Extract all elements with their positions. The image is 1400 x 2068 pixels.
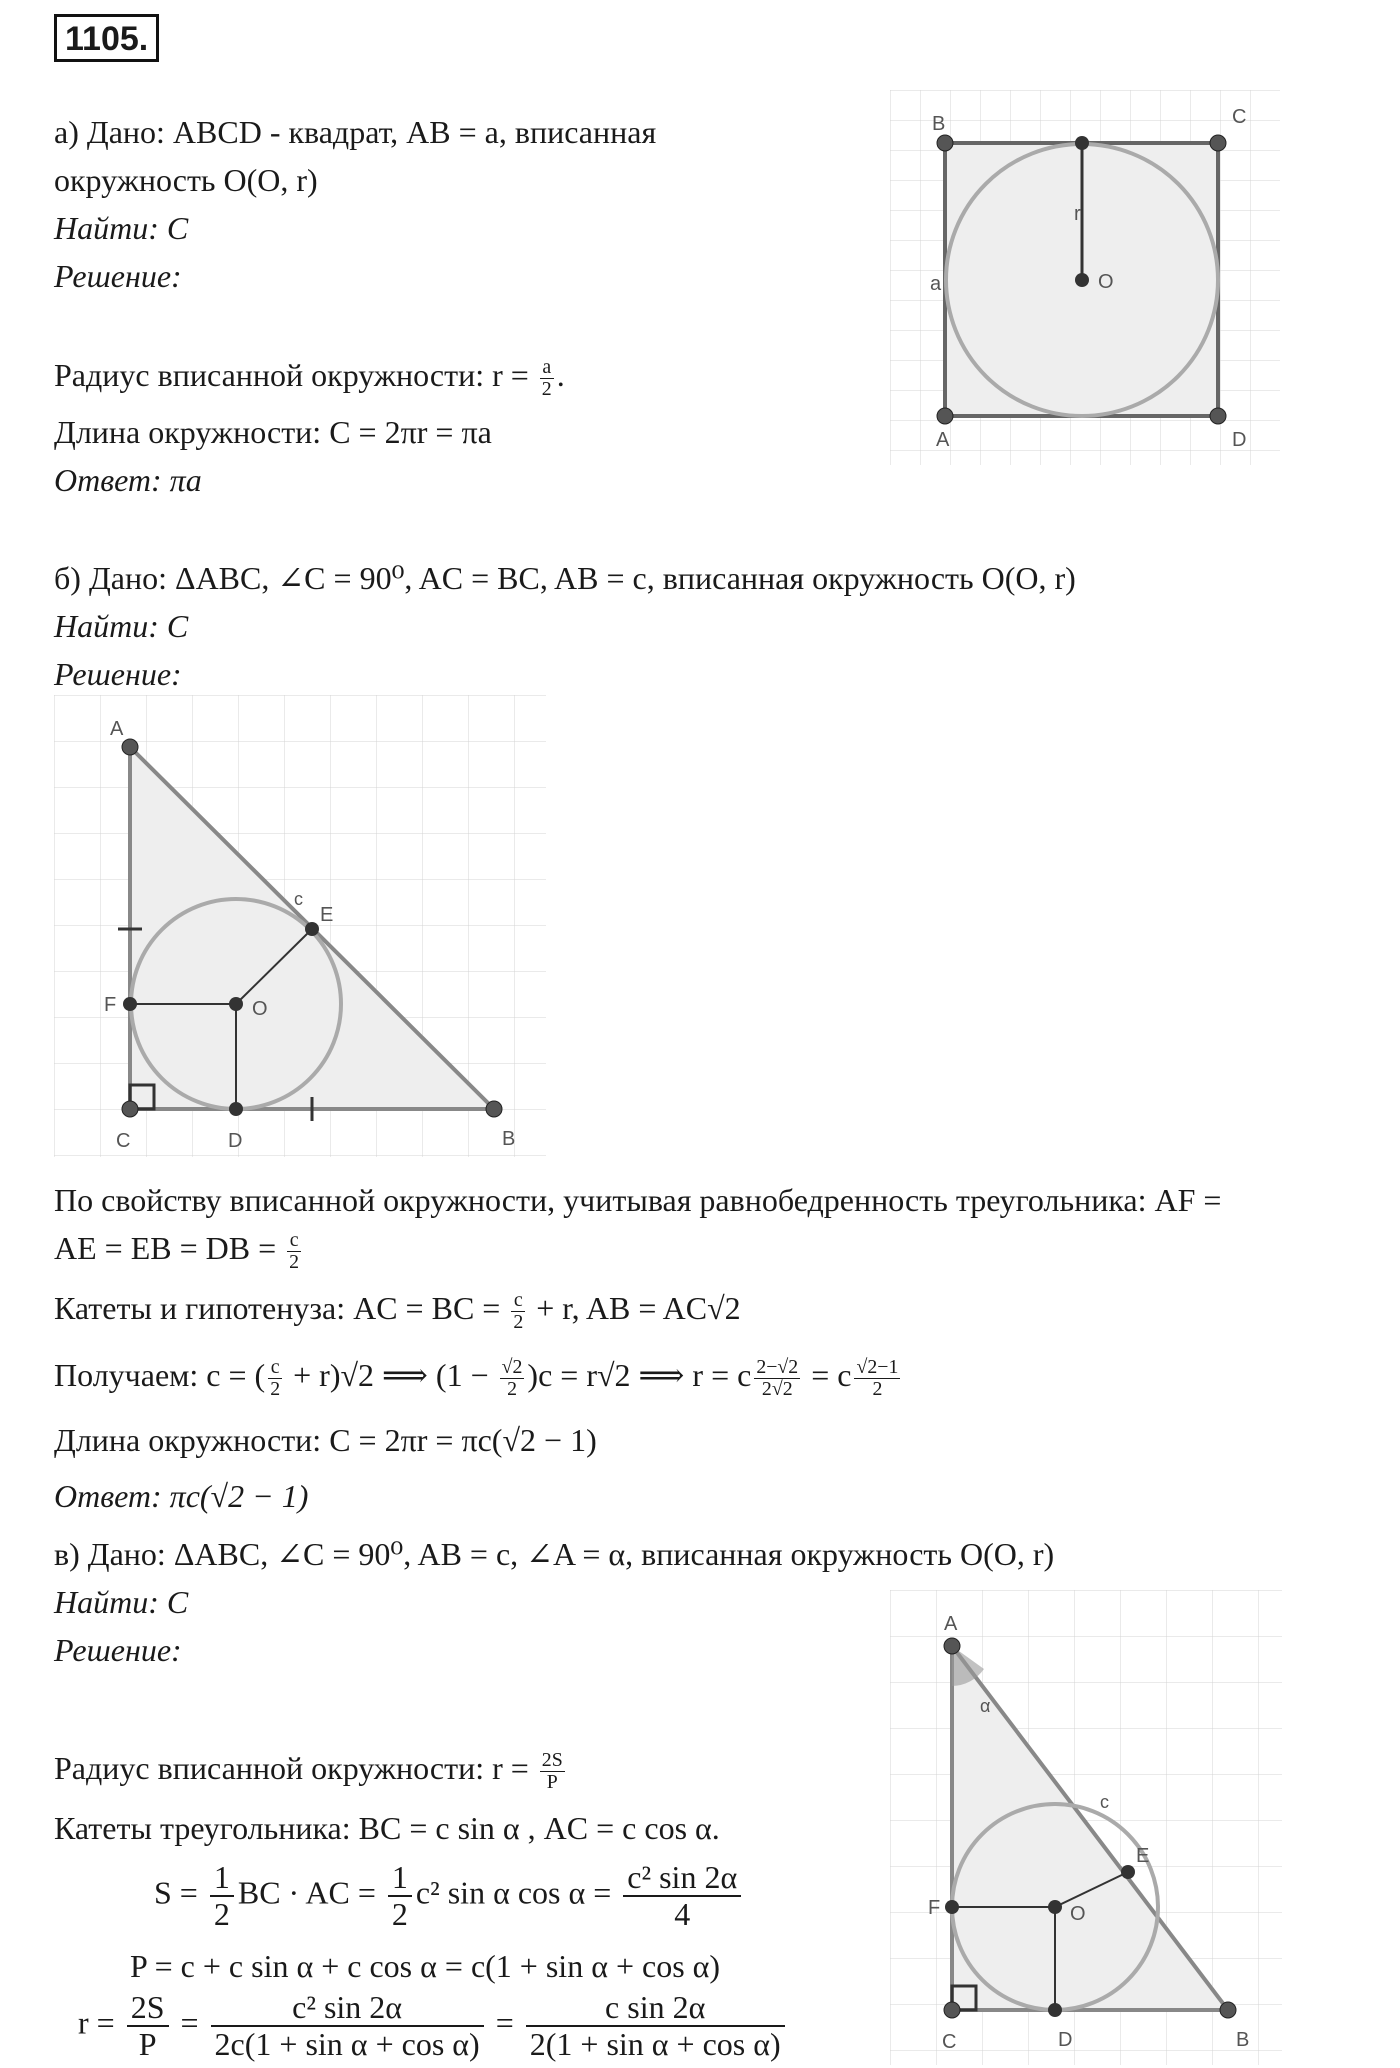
part-b-get-d: = c (803, 1357, 852, 1393)
point-d (229, 1102, 243, 1116)
frac-den: 2(1 + sin α + cos α) (529, 2026, 781, 2063)
s-c: c² sin α cos α = (415, 1874, 620, 1911)
figure-triangle-alpha (890, 1590, 1290, 2065)
part-c-radius-frac (540, 1750, 565, 1793)
part-a-length: Длина окружности: C = 2πr = πa (54, 414, 492, 450)
point-b (937, 135, 953, 151)
label-a: A (936, 429, 950, 451)
figure-square (890, 90, 1290, 470)
part-a-radius: Радиус вписанной окружности: r = $\frac{a}{2}$ . (54, 356, 565, 401)
point-c (944, 2002, 960, 2018)
point-e (305, 922, 319, 936)
frac-r-2 (211, 1990, 484, 2062)
part-c-area-eq (154, 1860, 745, 1932)
label-b: B (502, 1128, 516, 1150)
frac-num: c (511, 1290, 525, 1312)
frac-den: 2 (507, 1378, 517, 1401)
frac-s (623, 1860, 741, 1932)
point-d (1210, 408, 1226, 424)
part-b-solution: Решение: (54, 656, 182, 692)
frac-num: a (540, 357, 554, 379)
figure-triangle-isosceles (54, 695, 554, 1160)
point-a (122, 739, 138, 755)
frac-num: c² sin 2α (211, 1990, 484, 2027)
label-d: D (1058, 2029, 1073, 2051)
part-c-find: Найти: C (54, 1584, 189, 1620)
frac-den: 2c(1 + sin α + cos α) (214, 2026, 480, 2063)
part-b-get-b: + r)√2 ⟹ (1 − (285, 1357, 497, 1393)
part-c-legs: Катеты треугольника: BC = c sin α , AC = c cos α. (54, 1810, 720, 1846)
point-c (122, 1101, 138, 1117)
frac-den: 2√2 (761, 1378, 793, 1401)
part-a-answer: Ответ: πa (54, 462, 202, 498)
label-b: B (932, 113, 946, 135)
r-c: = (487, 2004, 522, 2041)
label-c: C (1232, 106, 1247, 128)
frac-num: 1 (210, 1860, 234, 1897)
frac-half-1 (210, 1860, 234, 1932)
label-d: D (1232, 429, 1247, 451)
label-b: B (1236, 2029, 1250, 2051)
r-a: r = (78, 2004, 123, 2041)
frac-den: 2 (391, 1896, 408, 1933)
frac-den: 2 (872, 1378, 883, 1401)
part-b-property-frac (287, 1230, 301, 1273)
s-a: S = (154, 1874, 206, 1911)
part-b-property: По свойству вписанной окружности, учитывая равнобедренность треугольника: AF = (54, 1182, 1222, 1218)
label-o: O (1070, 1903, 1086, 1925)
frac-num: 1 (388, 1860, 412, 1897)
frac-r-3 (526, 1990, 785, 2062)
point-top (1075, 136, 1089, 150)
part-b-property-2-text: AE = EB = DB = (54, 1230, 285, 1266)
part-c-radius-label: Радиус вписанной окружности: r = (54, 1750, 537, 1786)
part-b-legs-a: Катеты и гипотенуза: AC = BC = (54, 1290, 509, 1326)
label-f: F (928, 1897, 941, 1919)
frac-den: 4 (674, 1896, 691, 1933)
part-b-get (54, 1355, 903, 1400)
part-c-radius (54, 1748, 568, 1793)
frac-den: 2 (270, 1378, 281, 1401)
frac-num: √2−1 (856, 1356, 899, 1379)
label-c: C (942, 2031, 957, 2053)
label-c-side: c (1100, 1792, 1109, 1812)
label-c: C (116, 1130, 131, 1152)
point-f (945, 1900, 959, 1914)
point-o (1075, 273, 1089, 287)
part-b-get-c: )c = r√2 ⟹ r = c (527, 1357, 752, 1393)
label-e: E (320, 904, 334, 926)
point-o (229, 997, 243, 1011)
part-b-property-2 (54, 1228, 304, 1273)
point-b (486, 1101, 502, 1117)
part-c-perimeter: P = c + c sin α + c cos α = c(1 + sin α + cos α) (130, 1948, 721, 1984)
frac-num: c² sin 2α (623, 1860, 741, 1897)
frac-den: P (138, 2026, 157, 2063)
point-c (1210, 135, 1226, 151)
frac-den: 2 (213, 1896, 230, 1933)
frac-den: 2 (289, 1251, 300, 1274)
problem-number: 1105. (54, 14, 159, 62)
label-c-side: c (294, 889, 303, 909)
point-o (1048, 1900, 1062, 1914)
frac-3 (754, 1357, 800, 1400)
part-b-given: б) Дано: ΔABC, ∠C = 90⁰, AC = BC, AB = c, вписанная окружность O(O, r) (54, 560, 1076, 596)
part-c-solution: Решение: (54, 1632, 182, 1668)
point-e (1121, 1865, 1135, 1879)
part-a-find: Найти: C (54, 210, 189, 246)
label-side-a: a (930, 273, 942, 295)
label-e: E (1136, 1845, 1150, 1867)
part-a-given-2: окружность O(O, r) (54, 162, 318, 198)
point-f (123, 997, 137, 1011)
part-c-given: в) Дано: ΔABC, ∠C = 90⁰, AB = c, ∠A = α, вписанная окружность O(O, r) (54, 1536, 1055, 1572)
label-o: O (1098, 271, 1114, 293)
frac-num: 2S (127, 1990, 169, 2027)
s-b: BC · AC = (237, 1874, 384, 1911)
frac-1 (268, 1357, 282, 1400)
point-a (937, 408, 953, 424)
frac-num: √2 (501, 1356, 523, 1379)
label-a: A (110, 718, 124, 740)
frac-den: 2 (541, 378, 552, 401)
frac-num: c (268, 1357, 282, 1379)
part-b-legs-frac (511, 1290, 525, 1333)
r-b: = (172, 2004, 207, 2041)
frac-num: c sin 2α (526, 1990, 785, 2027)
point-b (1220, 2002, 1236, 2018)
part-b-length: Длина окружности: C = 2πr = πc(√2 − 1) (54, 1422, 597, 1458)
part-b-answer: Ответ: πc(√2 − 1) (54, 1478, 309, 1514)
label-a: A (944, 1613, 958, 1635)
frac-2 (500, 1357, 525, 1400)
part-a-solution: Решение: (54, 258, 182, 294)
part-b-get-a: Получаем: c = ( (54, 1357, 266, 1393)
frac-4 (854, 1357, 900, 1400)
frac-num: 2−√2 (756, 1356, 799, 1379)
label-f: F (104, 994, 117, 1016)
point-a (944, 1638, 960, 1654)
part-b-legs-b: + r, AB = AC√2 (528, 1290, 741, 1326)
frac-den: 2 (513, 1311, 524, 1334)
label-r: r (1074, 203, 1081, 225)
frac-den: P (546, 1771, 558, 1794)
frac-r-1 (127, 1990, 169, 2062)
part-b-legs (54, 1288, 741, 1333)
point-d (1048, 2003, 1062, 2017)
part-b-find: Найти: C (54, 608, 189, 644)
part-a-radius-frac (540, 357, 554, 400)
frac-num: 2S (541, 1749, 563, 1772)
frac-num: c (287, 1230, 301, 1252)
part-c-r-eq (78, 1990, 789, 2062)
label-alpha: α (980, 1696, 991, 1716)
part-a-radius-label: Радиус вписанной окружности: r = (54, 357, 537, 393)
frac-half-2 (388, 1860, 412, 1932)
label-d: D (228, 1130, 243, 1152)
label-o: O (252, 998, 268, 1020)
part-a-given: а) Дано: ABCD - квадрат, AB = a, вписанная (54, 114, 657, 150)
